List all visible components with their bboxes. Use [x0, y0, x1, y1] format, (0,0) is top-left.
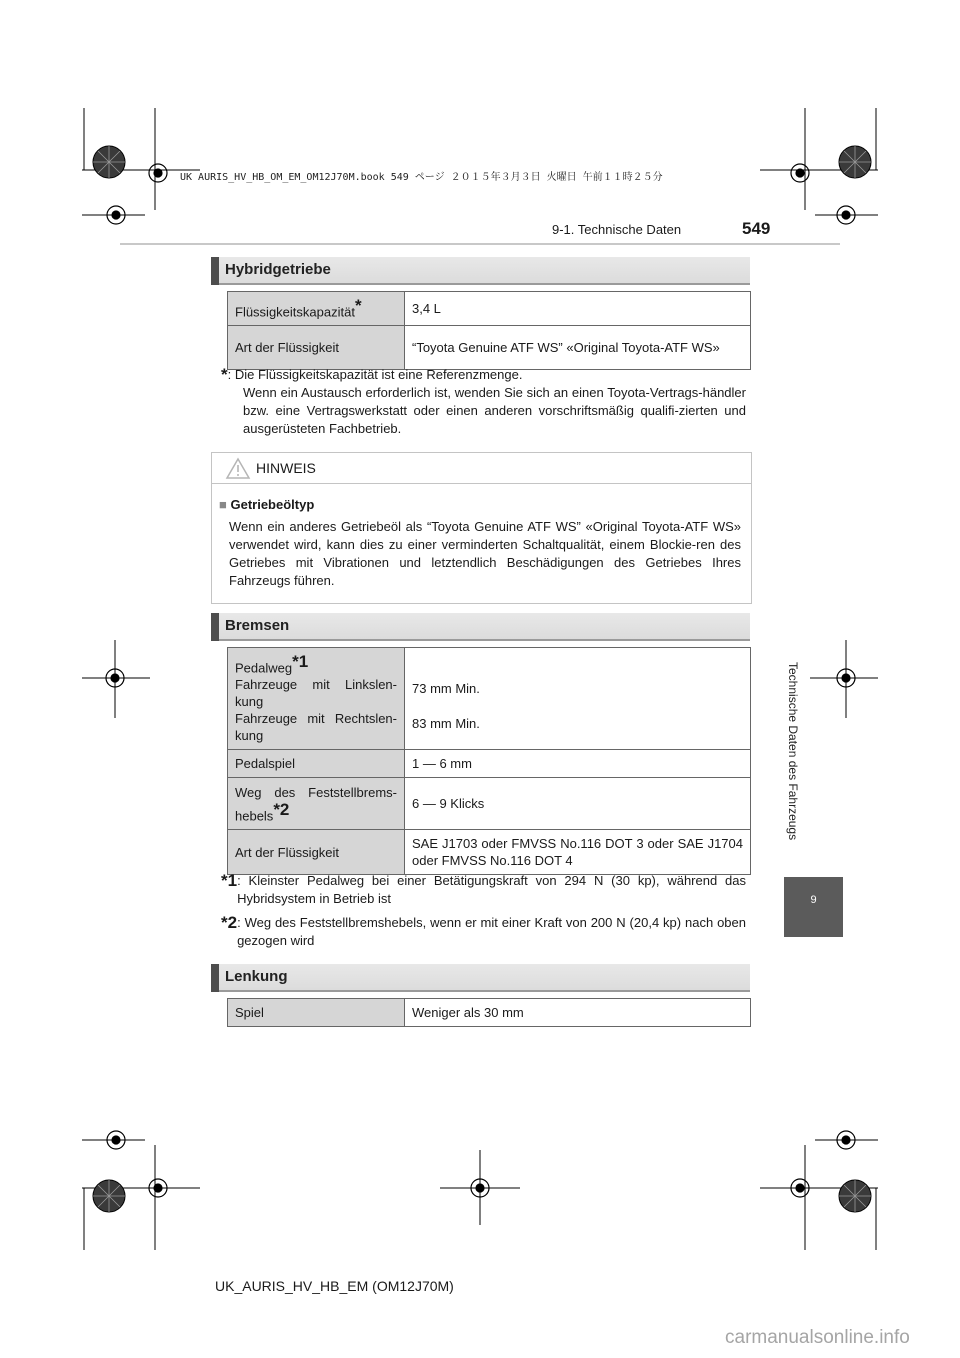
- table-row: [228, 326, 751, 370]
- warning-triangle-icon: [225, 457, 251, 479]
- running-header: 9-1. Technische Daten: [552, 222, 682, 237]
- footnote-body: Wenn ein Austausch erforderlich ist, wenden Sie sich an einen Toyota-Vertrags-händler bzw. eine Vertragswerkstatt oder einen anderen vorschriftsmäßig qualifi-zierten und ausgerüsteten Fachbetrieb.: [243, 385, 746, 436]
- table-value: 1 — 6 mm: [405, 750, 751, 778]
- table-row: [228, 999, 751, 1027]
- hinweis-text: Wenn ein anderes Getriebeöl als “Toyota Genuine ATF WS” «Original Toyota-ATF WS» verwendet wird, kann dies zu einer verminderten Schaltqualität, einem Blockie-ren des Getriebes mit Vibrationen und letztendlich Beschädigungen des Getriebes Ihres Fahrzeugs führen.: [229, 519, 741, 588]
- bullet-square-icon: ■: [219, 497, 227, 512]
- table-key: Spiel: [228, 999, 405, 1027]
- footnote-text: : Weg des Feststellbremshebels, wenn er mit einer Kraft von 200 N (20,4 kp) nach oben gezogen wird: [237, 915, 746, 948]
- hinweis-header: [212, 453, 751, 484]
- section-header-hybridgetriebe: [211, 257, 750, 285]
- table-key: Pedalspiel: [228, 750, 405, 778]
- chapter-tab: 9: [784, 877, 843, 937]
- table-value: 73 mm Min. 83 mm Min.: [405, 648, 751, 750]
- section-title: Bremsen: [225, 617, 290, 634]
- footer-doc-code: UK_AURIS_HV_HB_EM (OM12J70M): [215, 1278, 454, 1294]
- table-value: SAE J1703 oder FMVSS No.116 DOT 3 oder SAE J1704 oder FMVSS No.116 DOT 4: [405, 830, 751, 875]
- table-key: Art der Flüssigkeit: [228, 326, 405, 370]
- section-header-lenkung: [211, 964, 750, 992]
- table-value: Weniger als 30 mm: [405, 999, 751, 1027]
- table-key: Flüssigkeitskapazität*: [228, 292, 405, 326]
- table-value: “Toyota Genuine ATF WS” «Original Toyota-ATF WS»: [405, 326, 751, 370]
- hinweis-subtitle: ■ Getriebeöltyp: [219, 497, 315, 512]
- hybrid-footnote: [221, 366, 746, 438]
- footnote-marker: *2: [221, 913, 238, 932]
- hinweis-title: HINWEIS: [256, 460, 316, 476]
- footnote-marker: *1: [221, 871, 238, 890]
- page-number: 549: [742, 219, 771, 238]
- watermark: carmanualsonline.info: [725, 1327, 910, 1348]
- brakes-footnote-2: [221, 914, 746, 950]
- section-header-bremsen: [211, 613, 750, 641]
- brakes-spec-table: [227, 647, 751, 875]
- header-rule: [120, 243, 840, 245]
- footnote-line: : Die Flüssigkeitskapazität ist eine Referenzmenge.: [227, 367, 523, 382]
- table-row: [228, 750, 751, 778]
- steering-spec-table: [227, 998, 751, 1027]
- table-row: [228, 648, 751, 750]
- section-title: Lenkung: [225, 968, 288, 985]
- table-key: Pedalweg$^{*1}$ Fahrzeuge mit Linkslen-kung Fahrzeuge mit Rechtslen-kung: [228, 648, 405, 750]
- brakes-footnote-1: [221, 872, 746, 908]
- print-job-mark: UK AURIS_HV_HB_OM_EM_OM12J70M.book 549 ページ ２０１５年３月３日 火曜日 午前１１時２５分: [180, 172, 663, 183]
- side-chapter-label: Technische Daten des Fahrzeugs: [786, 662, 800, 841]
- section-bar: [211, 964, 219, 992]
- footnote-text: : Kleinster Pedalweg bei einer Betätigungskraft von 294 N (30 kp), während das Hybridsystem in Betrieb ist: [237, 873, 746, 906]
- table-key: Weg des Feststellbrems-hebels$^{*2}$: [228, 778, 405, 830]
- footnote-marker: *: [221, 365, 228, 384]
- table-row: [228, 830, 751, 875]
- table-value: 3,4 L: [405, 292, 751, 326]
- section-bar: [211, 613, 219, 641]
- section-bar: [211, 257, 219, 285]
- hinweis-box: [211, 452, 752, 604]
- table-row: [228, 292, 751, 326]
- hybrid-spec-table: [227, 291, 751, 370]
- table-key: Art der Flüssigkeit: [228, 830, 405, 875]
- table-value: 6 — 9 Klicks: [405, 778, 751, 830]
- table-row: [228, 778, 751, 830]
- section-title: Hybridgetriebe: [225, 261, 331, 278]
